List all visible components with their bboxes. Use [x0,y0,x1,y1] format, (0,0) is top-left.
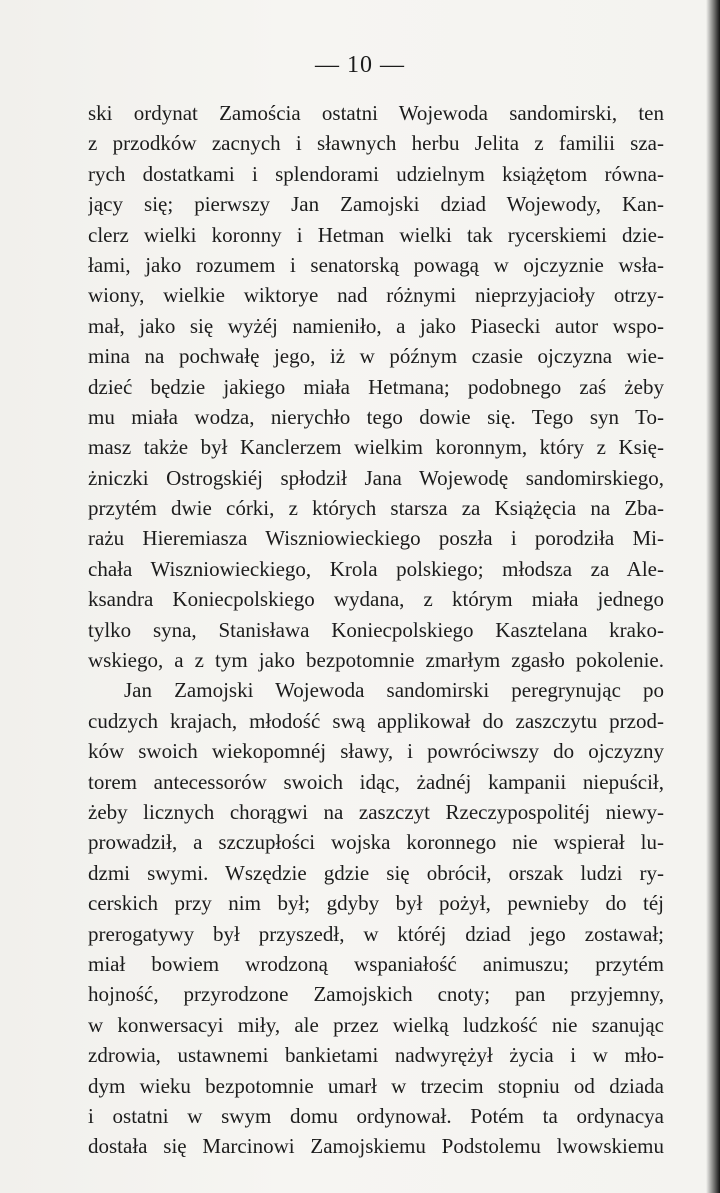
text-line: ski ordynat Zamościa ostatni Wojewoda sandomirski, ten [88,101,664,125]
text-line: mał, jako się wyżéj namieniło, a jako Piasecki autor wspo- [88,313,664,338]
text-line: zdrowia, ustawnemi bankietami nadwyrężył życia i w mło- [88,1043,664,1068]
text-line: cerskich przy nim był; gdyby był pożył, pewnieby do téj [88,891,664,916]
text-line: ksandra Koniecpolskiego wydana, z którym miała jednego [88,587,664,612]
text-line: dzieć będzie jakiego miała Hetmana; podobnego zaś żeby [88,374,664,399]
text-line: dzmi swymi. Wszędzie gdzie się obrócił, orszak ludzi ry- [88,860,664,885]
text-line: ków swoich wiekopomnéj sławy, i powróciwszy do ojczyzny [88,739,664,764]
text-line: wiony, wielkie wiktorye nad różnymi nieprzyjacioły otrzy- [88,283,664,308]
text-line: żniczki Ostrogskiéj spłodził Jana Wojewodę sandomirskiego, [88,465,664,490]
text-line: mina na pochwałę jego, iż w późnym czasie ojczyzna wie- [88,344,664,369]
text-line: dym wieku bezpotomnie umarł w trzecim stopniu od dziada [88,1073,664,1098]
paragraph-start-line: Jan Zamojski Wojewoda sandomirski peregrynując po [124,678,664,703]
text-line: chała Wiszniowieckiego, Krola polskiego; młodsza za Ale- [88,556,664,581]
text-line: w konwersacyi miły, ale przez wielką ludzkość nie szanując [88,1012,664,1037]
text-line: tylko syna, Stanisława Koniecpolskiego Kasztelana krako- [88,617,664,642]
text-line: masz także był Kanclerzem wielkim koronnym, który z Księ- [88,435,664,460]
text-line: żeby licznych chorągwi na zaszczyt Rzeczypospolitéj niewy- [88,799,664,824]
text-line: miał bowiem wrodzoną wspaniałość animuszu; przytém [88,951,664,976]
body-text [88,98,664,1162]
text-line: z przodków zacnych i sławnych herbu Jelita z familii sza- [88,131,664,156]
text-line: dostała się Marcinowi Zamojskiemu Podstolemu lwowskiemu [88,1134,664,1159]
text-line: torem antecessorów swoich idąc, żadnéj kampanii niepuścił, [88,769,664,794]
text-line: prowadził, a szczupłości wojska koronnego nie wspierał lu- [88,830,664,855]
text-line: clerz wielki koronny i Hetman wielki tak rycerskiemi dzie- [88,222,664,247]
text-line: mu miała wodza, nierychło tego dowie się. Tego syn To- [88,404,664,429]
text-line: rażu Hieremiasza Wiszniowieckiego poszła i porodziła Mi- [88,526,664,551]
text-line: cudzych krajach, młodość swą applikował do zaszczytu przod- [88,708,664,733]
text-line: wskiego, a z tym jako bezpotomnie zmarłym zgasło pokolenie. [88,648,664,673]
text-line: rych dostatkami i splendorami udzielnym książętom równa- [88,161,664,186]
page-edge-shadow [706,0,720,1193]
text-line: i ostatni w swym domu ordynował. Potém ta ordynacya [88,1103,664,1128]
text-line: przytém dwie córki, z których starsza za Książęcia na Zba- [88,496,664,521]
text-line: jący się; pierwszy Jan Zamojski dziad Wojewody, Kan- [88,192,664,217]
page-number: — 10 — [315,52,405,78]
text-line: łami, jako rozumem i senatorską powagą w ojczyznie wsła- [88,252,664,277]
text-line: hojność, przyrodzone Zamojskich cnoty; pan przyjemny, [88,982,664,1007]
text-line: prerogatywy był przyszedł, w któréj dziad jego zostawał; [88,921,664,946]
